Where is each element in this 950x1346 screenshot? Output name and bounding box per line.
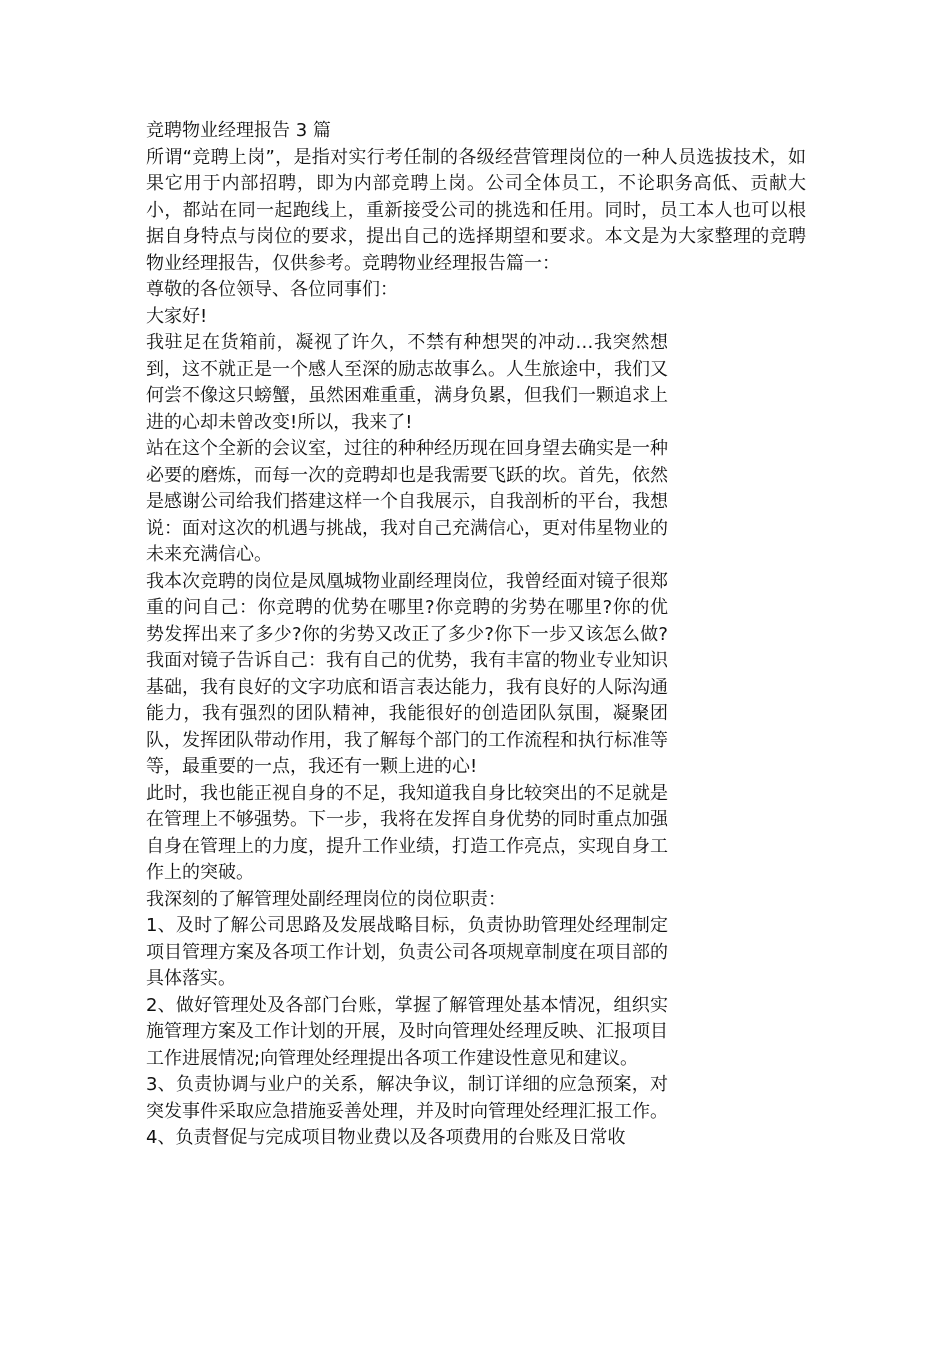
duties-heading: 我深刻的了解管理处副经理岗位的岗位职责： — [146, 888, 506, 910]
list-item: 3、负责协调与业户的关系，解决争议，制订详细的应急预案，对突发事件采取应急措施妥善处理，并及时向管理处经理汇报工作。 — [146, 1074, 668, 1122]
body-paragraph: 我本次竞聘的岗位是凤凰城物业副经理岗位，我曾经面对镜子很郑重的问自己：你竞聘的优势在哪里?你竞聘的劣势在哪里?你的优势发挥出来了多少?你的劣势又改正了多少?你下一步又该怎么做?我面对镜子告诉自己：我有自己的优势，我有丰富的物业专业知识基础，我有良好的文字功底和语言表达能力，我有良好的人际沟通能力，我有强烈的团队精神，我能很好的创造团队氛围，凝聚团队，发挥团队带动作用，我了解每个部门的工作流程和执行标准等等，最重要的一点，我还有一颗上进的心! — [146, 570, 668, 777]
document-title: 竞聘物业经理报告 3 篇 — [146, 120, 331, 141]
body-paragraph: 我驻足在货箱前，凝视了许久，不禁有种想哭的冲动…我突然想到，这不就正是一个感人至深的励志故事么。人生旅途中，我们又何尝不像这只螃蟹，虽然困难重重，满身负累，但我们一颗追求上进的心却未曾改变!所以，我来了! — [146, 332, 668, 433]
body-paragraph: 站在这个全新的会议室，过往的种种经历现在回身望去确实是一种必要的磨炼，而每一次的竞聘却也是我需要飞跃的坎。首先，依然是感谢公司给我们搭建这样一个自我展示，自我剖析的平台，我想说：面对这次的机遇与挑战，我对自己充满信心，更对伟星物业的未来充满信心。 — [146, 438, 668, 565]
intro-paragraph: 所谓“竞聘上岗”，是指对实行考任制的各级经营管理岗位的一种人员选拔技术，如果它用于内部招聘，即为内部竞聘上岗。公司全体员工，不论职务高低、贡献大小，都站在同一起跑线上，重新接受公司的挑选和任用。同时，员工本人也可以根据自身特点与岗位的要求，提出自己的选择期望和要求。本文是为大家整理的竞聘物业经理报告，仅供参考。竞聘物业经理报告篇一： — [146, 146, 806, 274]
list-item: 1、及时了解公司思路及发展战略目标，负责协助管理处经理制定项目管理方案及各项工作计划，负责公司各项规章制度在项目部的具体落实。 — [146, 915, 668, 989]
document-page — [146, 118, 816, 1152]
list-item: 2、做好管理处及各部门台账，掌握了解管理处基本情况，组织实施管理方案及工作计划的开展，及时向管理处经理反映、汇报项目工作进展情况;向管理处经理提出各项工作建设性意见和建议。 — [146, 994, 668, 1069]
list-item: 4、负责督促与完成项目物业费以及各项费用的台账及日常收 — [146, 1127, 626, 1148]
salutation: 尊敬的各位领导、各位同事们： — [146, 279, 398, 300]
duties-list — [146, 913, 816, 1152]
greeting: 大家好! — [146, 305, 208, 327]
body-paragraph: 此时，我也能正视自身的不足，我知道我自身比较突出的不足就是在管理上不够强势。下一步，我将在发挥自身优势的同时重点加强自身在管理上的力度，提升工作业绩，打造工作亮点，实现自身工作上的突破。 — [146, 782, 668, 883]
